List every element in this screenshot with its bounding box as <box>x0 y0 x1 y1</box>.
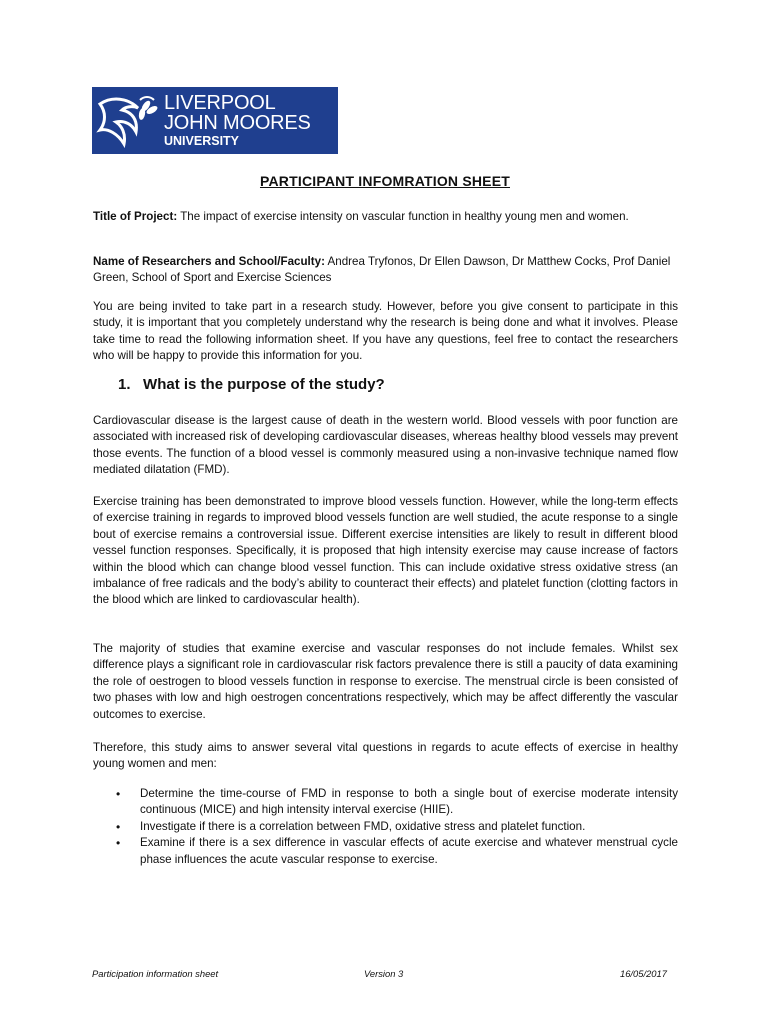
bullet-dot: • <box>116 819 121 834</box>
section-heading-text: What is the purpose of the study? <box>143 376 385 393</box>
page-title: PARTICIPANT INFOMRATION SHEET <box>259 173 510 189</box>
list-item-text: Investigate if there is a correlation between FMD, oxidative stress and platelet function. <box>140 819 586 833</box>
section-heading <box>118 376 385 393</box>
intro-paragraph: You are being invited to take part in a research study. However, before you give consent to participate in this study, it is important that you completely understand why the research is being done and what it involves. Please take time to read the following information sheet. If you have any questions, feel free to contact the researchers who will be happy to provide this information for you. <box>93 300 678 363</box>
list-item-text: Determine the time-course of FMD in response to both a single bout of exercise moderate intensity continuous (MICE) and high intensity interval exercise (HIIE). <box>140 787 678 817</box>
footer-document-name: Participation information sheet <box>92 968 219 979</box>
section-number: 1. <box>118 376 131 393</box>
footer-version: Version 3 <box>364 968 404 979</box>
project-value: The impact of exercise intensity on vascular function in healthy young men and women. <box>180 210 629 223</box>
list-item <box>115 786 678 819</box>
project-title-paragraph <box>93 209 678 225</box>
paragraph-exercise-training: Exercise training has been demonstrated to improve blood vessels function. However, while the long-term effects of exercise training in regards to improved blood vessels function are well studied, the acute response to a single bout of exercise remains a controversial issue. Different exercise intensities are likely to result in different blood vessel function responses. Specifically, it is proposed that high intensity exercise may cause increase of factors within the blood which can change blood vessel function. This can include oxidative stress oxidative stress (an imbalance of free radicals and the body’s ability to counteract their effects) and platelet function (clotting factors in the blood which are linked to cardiovascular health). <box>93 495 678 607</box>
paragraph-majority-of-studies: The majority of studies that examine exercise and vascular responses do not include females. Whilst sex difference plays a significant role in cardiovascular risk factors prevalence there is still a paucity of data examining the role of oestrogen to blood vessels function in response to exercise. The menstrual circle is been consisted of two phases with low and high oestrogen concentrations respectively, which may be affect differently the vascular outcomes to exercise. <box>93 642 678 721</box>
logo-line-john-moores: JOHN MOORES <box>164 112 311 135</box>
aims-list <box>115 786 678 868</box>
university-logo <box>92 87 338 154</box>
list-item-text: Examine if there is a sex difference in vascular effects of acute exercise and whatever menstrual cycle phase influences the acute vascular response to exercise. <box>140 836 678 866</box>
paragraph-therefore: Therefore, this study aims to answer several vital questions in regards to acute effects of exercise in healthy young women and men: <box>93 741 678 771</box>
project-label: Title of Project: <box>93 210 178 223</box>
researchers-value: Andrea Tryfonos, Dr Ellen Dawson, Dr Matthew Cocks, Prof Daniel Green, School of Sport and Exercise Sciences <box>93 255 671 285</box>
liver-bird-icon <box>92 87 160 154</box>
logo-wordmark <box>160 93 311 148</box>
paragraph-cardiovascular: Cardiovascular disease is the largest cause of death in the western world. Blood vessels with poor function are associated with increased risk of developing cardiovascular diseases, whereas healthy blood vessels may prevent those events. The function of a blood vessel is commonly measured using a non-invasive technique named flow mediated dilatation (FMD). <box>93 414 678 477</box>
bullet-dot: • <box>116 787 121 801</box>
bullet-dot: • <box>116 836 121 851</box>
logo-line-liverpool: LIVERPOOL <box>164 92 276 115</box>
list-item <box>115 819 678 835</box>
list-item <box>115 835 678 868</box>
researchers-label: Name of Researchers and School/Faculty: <box>93 255 325 268</box>
researchers-paragraph <box>93 254 678 287</box>
footer-date: 16/05/2017 <box>620 968 667 979</box>
logo-line-university: UNIVERSITY <box>164 134 240 149</box>
